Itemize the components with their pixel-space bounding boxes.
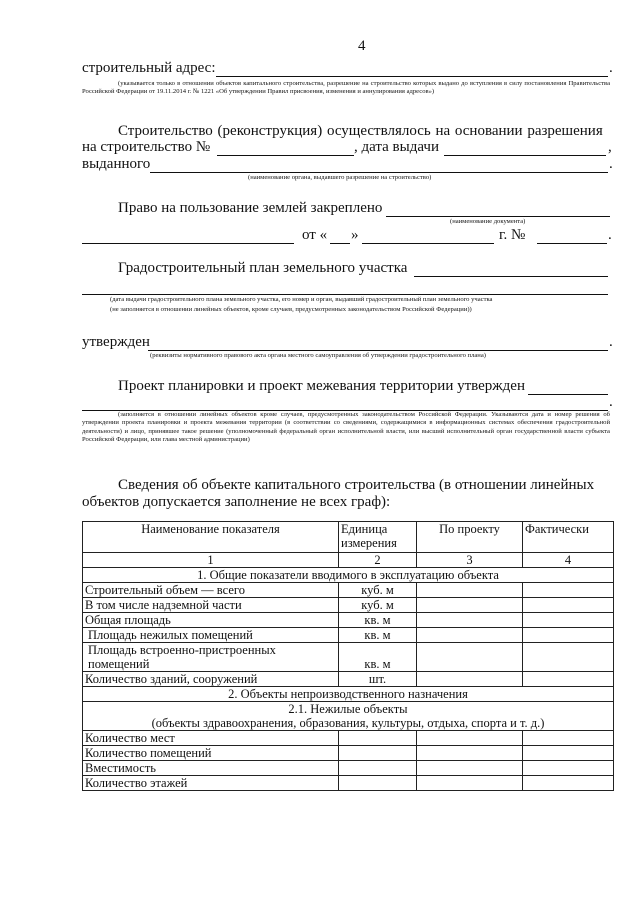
planning-period: .	[609, 394, 613, 410]
row-name: Общая площадь	[83, 613, 339, 628]
table-row	[83, 746, 614, 761]
land-right-from: от «	[302, 227, 328, 243]
land-right-caption: (наименование документа)	[450, 218, 526, 225]
urban-plan-field-2[interactable]	[82, 294, 608, 295]
permit-issuer-label: выданного	[82, 156, 151, 172]
subsection-title: 2.1. Нежилые объекты	[288, 702, 408, 716]
permit-number-label: на строительство №	[82, 139, 211, 155]
land-right-line-start[interactable]	[82, 243, 294, 244]
table-row	[83, 643, 614, 672]
table-row	[83, 672, 614, 687]
col-number: 2	[339, 553, 417, 568]
actual-value-cell[interactable]	[523, 761, 614, 776]
project-value-cell[interactable]	[417, 746, 523, 761]
actual-value-cell[interactable]	[523, 776, 614, 791]
actual-value-cell[interactable]	[523, 583, 614, 598]
header-unit: Единица измерения	[339, 522, 417, 553]
page-number: 4	[358, 38, 366, 54]
row-name-line1: Площадь встроенно-пристроенных	[88, 643, 276, 657]
table-row	[83, 628, 614, 643]
unit-cell[interactable]	[339, 746, 417, 761]
building-address-period: .	[609, 60, 613, 76]
row-name: Количество помещений	[83, 746, 339, 761]
col-number: 1	[83, 553, 339, 568]
object-info-table	[82, 521, 614, 791]
unit-cell[interactable]	[339, 761, 417, 776]
land-right-period: .	[608, 227, 612, 243]
row-name-line2: помещений	[88, 657, 150, 671]
land-right-month-field[interactable]	[362, 243, 494, 244]
actual-value-cell[interactable]	[523, 613, 614, 628]
planning-text: Проект планировки и проект межевания территории утвержден	[118, 378, 525, 394]
building-address-note: (указывается только в отношении объектов капитального строительства, разрешение на строительство которых выдано до вступления в силу постановления Правительства Российской Федерации от 19.11.2014 г. № 1221 «Об утверждении Правил присвоения, изменения и аннулирования адресов»)	[82, 80, 610, 96]
actual-value-cell[interactable]	[523, 598, 614, 613]
permit-line1: Строительство (реконструкция) осуществлялось на основании разрешения	[118, 123, 603, 139]
permit-period: .	[609, 156, 613, 172]
row-unit: куб. м	[339, 583, 417, 598]
info-line1: Сведения об объекте капитального строительства (в отношении линейных	[118, 477, 595, 493]
urban-plan-text: Градостроительный план земельного участка	[118, 260, 408, 276]
subsection-subtitle: (объекты здравоохранения, образования, культуры, отдыха, спорта и т. д.)	[151, 716, 545, 730]
project-value-cell[interactable]	[417, 583, 523, 598]
land-right-day-field[interactable]	[330, 243, 350, 244]
row-name: В том числе надземной части	[83, 598, 339, 613]
actual-value-cell[interactable]	[523, 628, 614, 643]
row-name: Количество зданий, сооружений	[83, 672, 339, 687]
table-row	[83, 761, 614, 776]
project-value-cell[interactable]	[417, 598, 523, 613]
approved-label: утвержден	[82, 334, 150, 350]
permit-comma: ,	[608, 139, 612, 155]
approved-caption: (реквизиты нормативного правового акта органа местного самоуправления об утверждении градостроительного плана)	[150, 352, 486, 359]
project-value-cell[interactable]	[417, 628, 523, 643]
permit-date-label: , дата выдачи	[354, 139, 439, 155]
approved-period: .	[609, 334, 613, 350]
permit-number-field[interactable]	[217, 155, 354, 156]
unit-cell[interactable]	[339, 731, 417, 746]
urban-plan-note1: (дата выдачи градостроительного плана земельного участка, его номер и орган, выдавший градостроительный план земельного участка	[110, 296, 493, 303]
section-heading: 2. Объекты непроизводственного назначения	[83, 687, 614, 702]
urban-plan-note2: (не заполняется в отношении линейных объектов, кроме случаев, предусмотренных законодательством Российской Федерации))	[110, 306, 472, 313]
building-address-label: строительный адрес:	[82, 60, 216, 76]
project-value-cell[interactable]	[417, 731, 523, 746]
subsection-heading	[83, 702, 614, 731]
project-value-cell[interactable]	[417, 613, 523, 628]
col-number: 3	[417, 553, 523, 568]
info-line2: объектов допускается заполнение не всех граф):	[82, 494, 391, 510]
project-value-cell[interactable]	[417, 776, 523, 791]
permit-issuer-field[interactable]	[150, 172, 608, 173]
table-row	[83, 613, 614, 628]
land-right-from-close: »	[351, 227, 359, 243]
actual-value-cell[interactable]	[523, 643, 614, 672]
unit-cell[interactable]	[339, 776, 417, 791]
section-heading: 1. Общие показатели вводимого в эксплуатацию объекта	[83, 568, 614, 583]
approved-field[interactable]	[148, 350, 608, 351]
actual-value-cell[interactable]	[523, 672, 614, 687]
building-address-line[interactable]	[216, 76, 608, 77]
header-actual: Фактически	[523, 522, 614, 553]
col-number: 4	[523, 553, 614, 568]
planning-field[interactable]	[528, 394, 608, 395]
row-name: Количество мест	[83, 731, 339, 746]
row-name: Площадь нежилых помещений	[83, 628, 339, 643]
row-name: Строительный объем — всего	[83, 583, 339, 598]
header-name: Наименование показателя	[83, 522, 339, 553]
project-value-cell[interactable]	[417, 643, 523, 672]
row-unit: куб. м	[339, 598, 417, 613]
table-row	[83, 776, 614, 791]
actual-value-cell[interactable]	[523, 746, 614, 761]
project-value-cell[interactable]	[417, 672, 523, 687]
permit-issuer-caption: (наименование органа, выдавшего разрешение на строительство)	[248, 174, 432, 181]
table-row	[83, 598, 614, 613]
row-unit: кв. м	[339, 628, 417, 643]
row-unit: кв. м	[339, 643, 417, 672]
row-name	[83, 643, 339, 672]
planning-note: (заполняется в отношении линейных объектов кроме случаев, предусмотренных законодательством Российской Федерации. Указываются дата и номер решения об утверждении проекта планировки и проекта межевания территории (в соответствии со сведениями, содержащимися в информационных системах обеспечения градостроительной деятельности) и лицо, принявшее такое решение (уполномоченный федеральный орган исполнительной власти, или высший исполнительный орган государственной власти субъекта Российской Федерации, или глава местной администрации)	[82, 411, 610, 444]
actual-value-cell[interactable]	[523, 731, 614, 746]
row-name: Количество этажей	[83, 776, 339, 791]
row-name: Вместимость	[83, 761, 339, 776]
project-value-cell[interactable]	[417, 761, 523, 776]
urban-plan-field[interactable]	[414, 276, 608, 277]
land-right-year: г. №	[499, 227, 526, 243]
table-row	[83, 731, 614, 746]
land-right-number-field[interactable]	[537, 243, 607, 244]
table-row	[83, 583, 614, 598]
land-right-text: Право на пользование землей закреплено	[118, 200, 383, 216]
land-right-document-field[interactable]	[386, 216, 610, 217]
permit-date-field[interactable]	[444, 155, 606, 156]
row-unit: шт.	[339, 672, 417, 687]
row-unit: кв. м	[339, 613, 417, 628]
header-project: По проекту	[417, 522, 523, 553]
